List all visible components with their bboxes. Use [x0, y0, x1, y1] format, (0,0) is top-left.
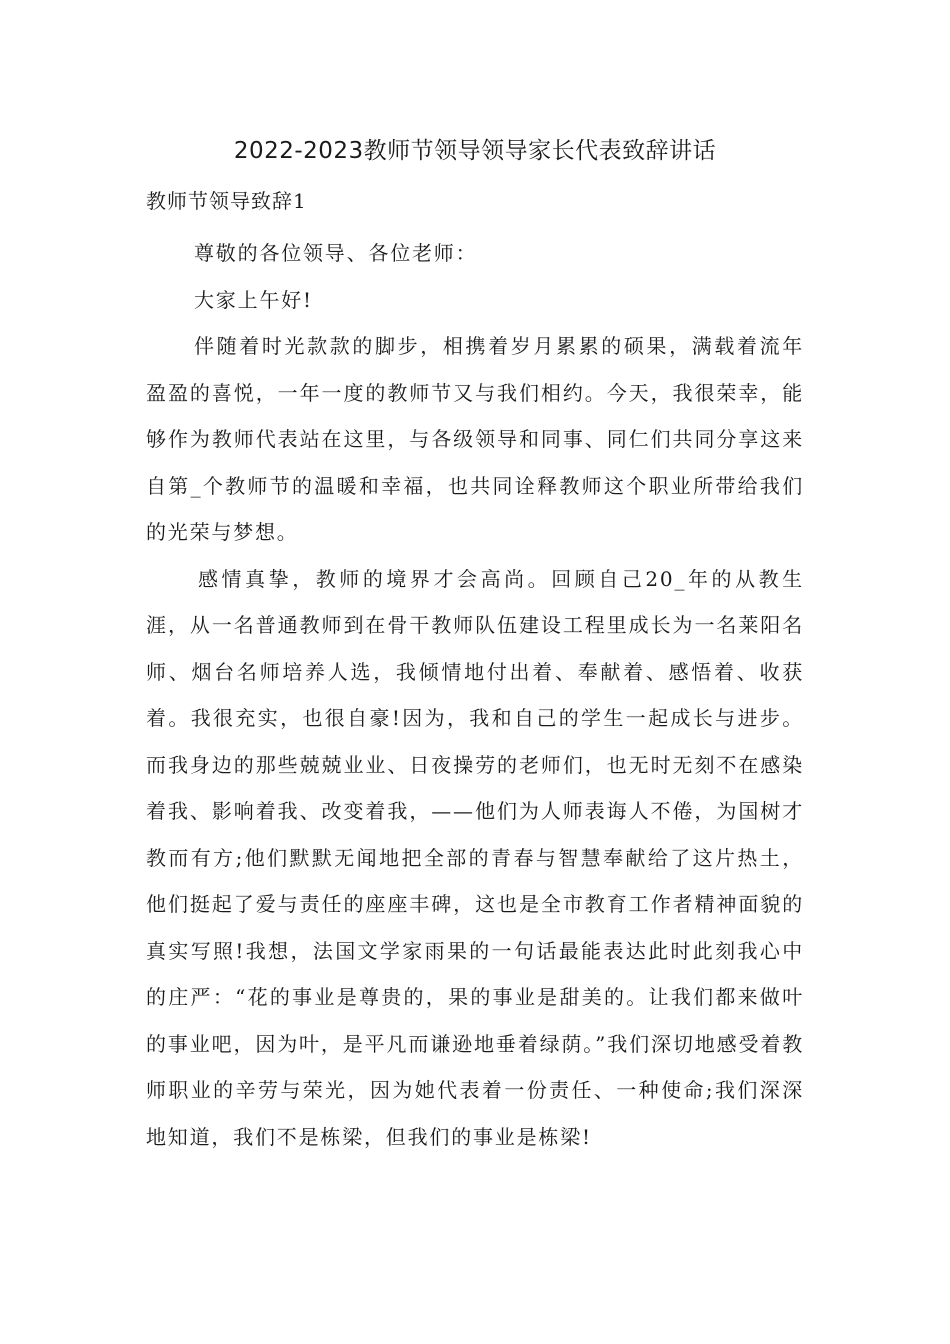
body-paragraph: 伴随着时光款款的脚步，相携着岁月累累的硕果，满载着流年盈盈的喜悦，一年一度的教师节又与我们相约。今天，我很荣幸，能够作为教师代表站在这里，与各级领导和同事、同仁们共同分享这来自第_个教师节的温暖和幸福，也共同诠释教师这个职业所带给我们的光荣与梦想。 — [146, 334, 804, 544]
document-title: 2022-2023教师节领导领导家长代表致辞讲话 — [233, 138, 717, 164]
greeting-paragraph: 大家上午好! — [194, 287, 313, 312]
section-heading: 教师节领导致辞1 — [146, 189, 307, 213]
salutation-paragraph: 尊敬的各位领导、各位老师： — [194, 241, 478, 265]
body-paragraph: 感情真挚，教师的境界才会高尚。回顾自己20_年的从教生涯，从一名普通教师到在骨干教师队伍建设工程里成长为一名莱阳名师、烟台名师培养人选，我倾情地付出着、奉献着、感悟着、收获着。我很充实，也很自豪!因为，我和自己的学生一起成长与进步。而我身边的那些兢兢业业、日夜操劳的老师们，也无时无刻不在感染着我、影响着我、改变着我，——他们为人师表诲人不倦，为国树才教而有方;他们默默无闻地把全部的青春与智慧奉献给了这片热土，他们挺起了爱与责任的座座丰碑，这也是全市教育工作者精神面貌的真实写照!我想，法国文学家雨果的一句话最能表达此时此刻我心中的庄严：“花的事业是尊贵的，果的事业是甜美的。让我们都来做叶的事业吧，因为叶，是平凡而谦逊地垂着绿荫。”我们深切地感受着教师职业的辛劳与荣光，因为她代表着一份责任、一种使命;我们深深地知道，我们不是栋梁，但我们的事业是栋梁! — [146, 566, 804, 1149]
document-body — [146, 230, 804, 1160]
